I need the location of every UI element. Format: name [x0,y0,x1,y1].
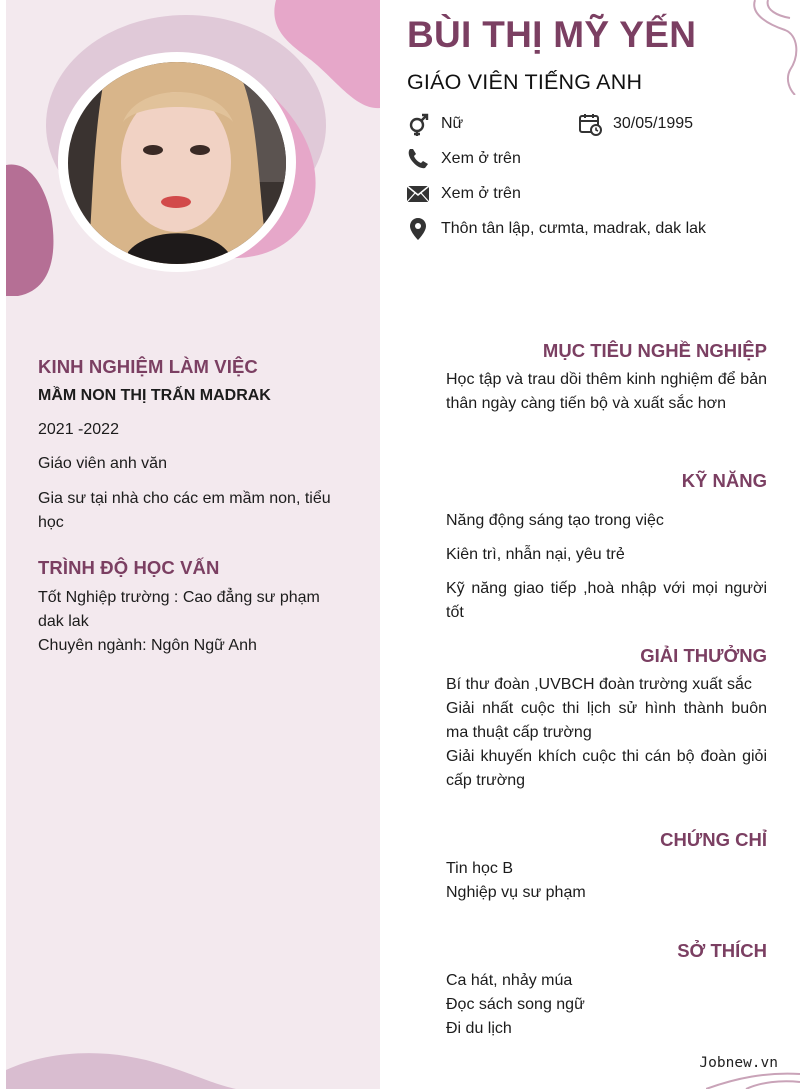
education-line3: Chuyên ngành: Ngôn Ngữ Anh [38,637,257,654]
address-value: Thôn tân lập, cưmta, madrak, dak lak [441,220,707,237]
skill-item: Kỹ năng giao tiếp ,hoà nhập với mọi người tốt [446,580,767,621]
experience-period: 2021 -2022 [38,421,119,438]
phone-icon [405,146,431,172]
hobbies-title: SỞ THÍCH [677,940,767,961]
contact-birthday [577,111,693,137]
cv-page [6,0,800,1089]
experience-desc-line1: Gia sư tại nhà cho các em mầm non, tiểu [38,490,331,507]
contact-phone [405,146,521,172]
contact-address [405,216,706,242]
certificates-title: CHỨNG CHỈ [660,829,767,850]
objective-title: MỤC TIÊU NGHỀ NGHIỆP [542,340,767,361]
awards-title: GIẢI THƯỞNG [640,645,767,666]
sidebar [6,0,380,1089]
experience-title: KINH NGHIỆM LÀM VIỆC [38,356,258,377]
hobby-item: Ca hát, nhảy múa [446,972,573,989]
education-title: TRÌNH ĐỘ HỌC VẤN [38,557,220,578]
birthday-value: 30/05/1995 [613,115,694,132]
job-title: GIÁO VIÊN TIẾNG ANH [407,70,643,94]
avatar [68,62,286,264]
award-item: Giải khuyến khích cuộc thi cán bộ đoàn giỏi cấp trường [446,748,767,789]
experience-desc-line2: học [38,514,64,531]
experience-company: MẦM NON THỊ TRẤN MADRAK [38,387,271,404]
gender-value: Nữ [441,115,464,132]
email-value: Xem ở trên [441,185,521,202]
skills-title: KỸ NĂNG [681,470,767,491]
phone-value: Xem ở trên [441,150,521,167]
award-item: Giải nhất cuộc thi lịch sử hình thành buôn ma thuật cấp trường [446,700,767,741]
decorative-blob-bottom [6,1040,380,1089]
contact-email [405,181,521,207]
mail-icon [405,181,431,207]
education-line1: Tốt Nghiệp trường : Cao đẳng sư phạm [38,589,320,606]
hobby-item: Đọc sách song ngữ [446,996,585,1013]
education-line2: dak lak [38,613,89,630]
candidate-name: BÙI THỊ MỸ YẾN [407,14,697,55]
gender-icon [405,111,431,137]
skill-item: Kiên trì, nhẫn nại, yêu trẻ [446,546,625,563]
experience-position: Giáo viên anh văn [38,455,167,472]
hobby-item: Đi du lịch [446,1020,512,1037]
calendar-icon [577,111,603,137]
contact-gender [405,111,463,137]
award-item: Bí thư đoàn ,UVBCH đoàn trường xuất sắc [446,676,752,693]
certificate-item: Nghiệp vụ sư phạm [446,884,586,901]
skill-item: Năng động sáng tạo trong việc [446,512,664,529]
certificate-item: Tin học B [446,860,513,877]
brand-watermark: Jobnew.vn [699,1055,778,1071]
objective-text: Học tập và trau dồi thêm kinh nghiệm để bản thân ngày càng tiến bộ và xuất sắc hơn [446,371,767,412]
location-pin-icon [405,216,431,242]
decorative-swirl-top-right [750,0,800,95]
